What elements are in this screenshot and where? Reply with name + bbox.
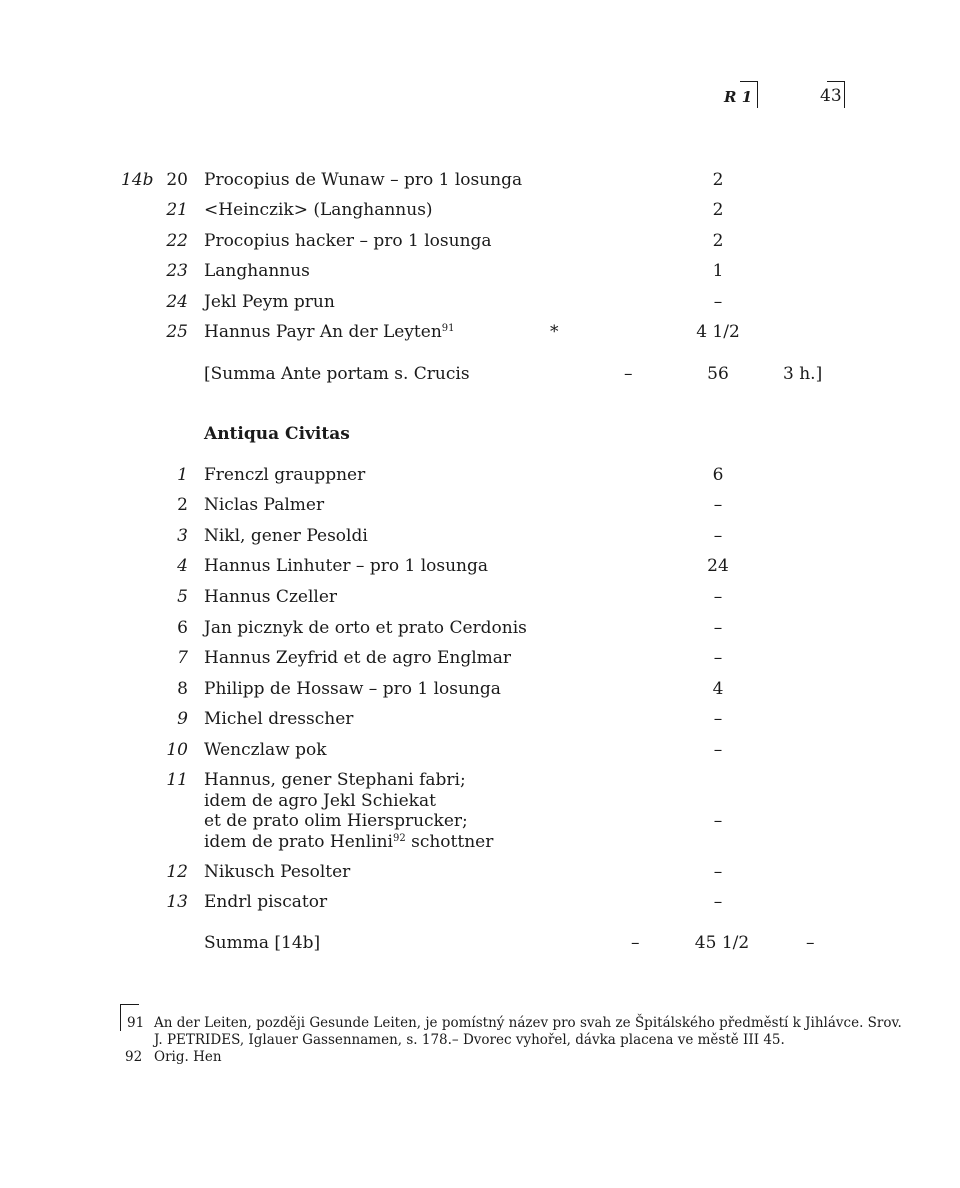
page-number: 43 [820, 86, 842, 106]
summary-row [0, 932, 960, 954]
summary-dash: – [624, 364, 633, 384]
entry-amount: 24 [707, 556, 729, 576]
entry-name: Nikusch Pesolter [204, 862, 351, 882]
summary-extra: – [806, 933, 815, 953]
table-row [0, 739, 960, 761]
table-row [0, 494, 960, 516]
table-row [0, 464, 960, 486]
footnote-text: Orig. Hen [154, 1049, 222, 1065]
entry-name [204, 321, 455, 343]
table-row [0, 647, 960, 669]
entry-amount: – [713, 862, 723, 882]
asterisk-mark: * [550, 322, 559, 342]
entry-name: Hannus Zeyfrid et de agro Englmar [204, 648, 512, 668]
entry-number: 24 [166, 292, 188, 312]
table-row [0, 861, 960, 883]
entry-number: 7 [177, 648, 188, 668]
entry-amount: 2 [712, 231, 724, 251]
entry-amount: – [713, 495, 723, 515]
entry-line: et de prato olim Hiersprucker; [204, 811, 468, 831]
entry-amount: 2 [712, 170, 724, 190]
entry-name: Wenczlaw pok [204, 740, 327, 760]
entry-number: 11 [166, 770, 188, 790]
entry-name: Michel dresscher [204, 709, 354, 729]
footnote-text: J. PETRIDES, Iglauer Gassennamen, s. 178.– Dvorec vyhořel, dávka placena ve městě III 45. [154, 1032, 785, 1048]
table-row [0, 260, 960, 282]
entry-name: Nikl, gener Pesoldi [204, 526, 368, 546]
entry-amount: 4 1/2 [696, 322, 740, 342]
register-signature: R 1 [724, 88, 753, 106]
table-row-amount [0, 810, 960, 832]
entry-line-text: schottner [405, 831, 494, 852]
entry-amount: – [713, 709, 723, 729]
entry-amount: 4 [712, 679, 724, 699]
entry-line: idem de agro Jekl Schiekat [204, 790, 436, 811]
entry-name: Procopius de Wunaw – pro 1 losunga [204, 170, 523, 190]
footnote-ref: 91 [441, 323, 455, 334]
table-row [0, 169, 960, 191]
entry-number: 13 [166, 892, 188, 912]
entry-number: 3 [177, 526, 188, 546]
summary-row [0, 363, 960, 385]
entry-amount: 1 [712, 261, 724, 281]
footnote-number: 91 [127, 1015, 145, 1031]
entry-name: Langhannus [204, 261, 310, 281]
table-row [0, 891, 960, 913]
table-row [0, 525, 960, 547]
entry-name: Philipp de Hossaw – pro 1 losunga [204, 679, 501, 699]
summary-dash: – [631, 933, 640, 953]
entry-name-text: Hannus Payr An der Leyten [204, 322, 442, 342]
entry-number: 1 [177, 465, 188, 485]
summary-amount: 56 [707, 364, 729, 384]
entry-name: <Heinczik> (Langhannus) [204, 200, 433, 220]
entry-number: 8 [177, 679, 188, 699]
entry-line [204, 832, 493, 853]
entry-number: 5 [177, 587, 188, 607]
entry-number: 2 [177, 495, 188, 515]
section-title: Antiqua Civitas [204, 424, 350, 444]
entry-line-text: idem de prato Henlini [204, 831, 393, 852]
entry-name: Frenczl grauppner [204, 465, 366, 485]
entry-number: 6 [177, 618, 188, 638]
table-row [0, 199, 960, 221]
table-row [0, 708, 960, 730]
entry-amount: – [713, 892, 723, 912]
entry-amount: – [713, 811, 723, 831]
table-row [0, 678, 960, 700]
table-row [0, 555, 960, 577]
entry-amount: – [713, 740, 723, 760]
entry-number: 25 [166, 322, 188, 342]
entry-line: Hannus, gener Stephani fabri; [204, 770, 466, 790]
summary-label: Summa [14b] [204, 933, 321, 953]
table-row [0, 291, 960, 313]
entry-name: Procopius hacker – pro 1 losunga [204, 231, 492, 251]
entry-number: 12 [166, 862, 188, 882]
entry-number: 9 [177, 709, 188, 729]
entry-name: Niclas Palmer [204, 495, 325, 515]
entry-name: Jan picznyk de orto et prato Cerdonis [204, 618, 527, 638]
corner-mark [827, 81, 845, 108]
folio-number: 14b [121, 170, 154, 190]
entry-number: 10 [166, 740, 188, 760]
table-row [0, 617, 960, 639]
entry-amount: 6 [712, 465, 724, 485]
entry-number: 22 [166, 231, 188, 251]
footnote-number: 92 [125, 1049, 143, 1065]
entry-amount: 2 [712, 200, 724, 220]
entry-number: 23 [166, 261, 188, 281]
summary-amount: 45 1/2 [694, 933, 750, 953]
entry-name: Hannus Czeller [204, 587, 338, 607]
entry-amount: – [713, 618, 723, 638]
summary-label: [Summa Ante portam s. Crucis [204, 364, 470, 384]
corner-mark [740, 81, 758, 108]
entry-name: Hannus Linhuter – pro 1 losunga [204, 556, 489, 576]
entry-name: Endrl piscator [204, 892, 328, 912]
entry-number: 21 [166, 200, 188, 220]
entry-number: 4 [177, 556, 188, 576]
entry-amount: – [713, 648, 723, 668]
footnote-ref: 92 [392, 832, 406, 844]
entry-number: 20 [166, 170, 188, 190]
entry-amount: – [713, 526, 723, 546]
table-row [0, 586, 960, 608]
table-row [0, 230, 960, 252]
entry-amount: – [713, 292, 723, 312]
footnote-text: An der Leiten, později Gesunde Leiten, je pomístný název pro svah ze Špitálského předměstí k Jihlávce. Srov. [154, 1015, 902, 1031]
entry-amount: – [713, 587, 723, 607]
entry-name: Jekl Peym prun [204, 292, 335, 312]
summary-extra: 3 h.] [783, 364, 823, 384]
table-row [0, 321, 960, 343]
